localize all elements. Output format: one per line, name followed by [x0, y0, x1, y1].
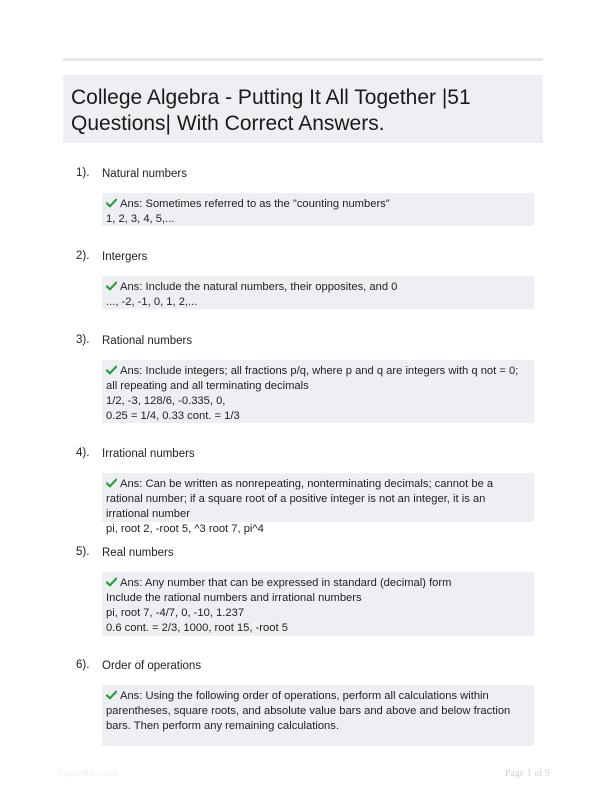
answer-box [102, 360, 534, 423]
answer-line: pi, root 2, -root 5, ^3 root 7, pi^4 [106, 523, 264, 535]
answer-line: 1, 2, 3, 4, 5,... [106, 213, 175, 225]
check-icon [106, 198, 117, 208]
check-icon [106, 365, 117, 375]
question-term: Order of operations [102, 660, 202, 672]
check-icon [106, 577, 117, 587]
answer-box [102, 685, 534, 746]
answer-lead: Ans: Using the following order of operations, perform all calculations within parentheses, square roots, and absolute value bars and above and below fraction bars. Then perform any remaining calculations. [106, 690, 511, 732]
question-term: Natural numbers [102, 168, 188, 180]
question-term: Intergers [102, 251, 148, 263]
answer-box [102, 473, 534, 535]
answer-line: Include the rational numbers and irrational numbers [106, 592, 362, 604]
check-icon [106, 690, 117, 700]
answer-lead: Ans: Sometimes referred to as the "counting numbers" [120, 198, 390, 210]
page-number: Page 1 of 9 [504, 768, 550, 779]
check-icon [106, 478, 117, 488]
check-icon [106, 281, 117, 291]
question-number: 6). [76, 659, 90, 671]
question-number: 1). [76, 167, 90, 179]
answer-box [102, 276, 534, 309]
top-rule [63, 58, 543, 61]
question-number: 3). [76, 334, 90, 346]
question-term: Rational numbers [102, 335, 193, 347]
answer-line: 0.25 = 1/4, 0.33 cont. = 1/3 [106, 410, 240, 422]
question-number: 4). [76, 447, 90, 459]
answer-line: ..., -2, -1, 0, 1, 2,... [106, 296, 198, 308]
answer-box [102, 193, 534, 226]
answer-line: 1/2, -3, 128/6, -0.335, 0, [106, 395, 226, 407]
footer-watermark: Paperfinic.com [58, 768, 118, 778]
question-term: Real numbers [102, 547, 174, 559]
answer-lead: Ans: Include the natural numbers, their opposites, and 0 [120, 281, 398, 293]
answer-line: pi, root 7, -4/7, 0, -10, 1.237 [106, 607, 245, 619]
answer-lead: Ans: Include integers; all fractions p/q, where p and q are integers with q not = 0; all repeating and all terminating decimals [106, 365, 519, 392]
answer-lead: Ans: Any number that can be expressed in standard (decimal) form [120, 577, 452, 589]
answer-lead: Ans: Can be written as nonrepeating, nonterminating decimals; cannot be a rational number; if a square root of a positive integer is not an integer, it is an irrational number [106, 478, 494, 520]
answer-line: 0.6 cont. = 2/3, 1000, root 15, -root 5 [106, 622, 288, 634]
question-number: 2). [76, 250, 90, 262]
document-title: College Algebra - Putting It All Together |51 Questions| With Correct Answers. [71, 86, 471, 135]
question-number: 5). [76, 546, 90, 558]
title-box [63, 75, 543, 143]
question-term: Irrational numbers [102, 448, 195, 460]
answer-box [102, 572, 534, 636]
